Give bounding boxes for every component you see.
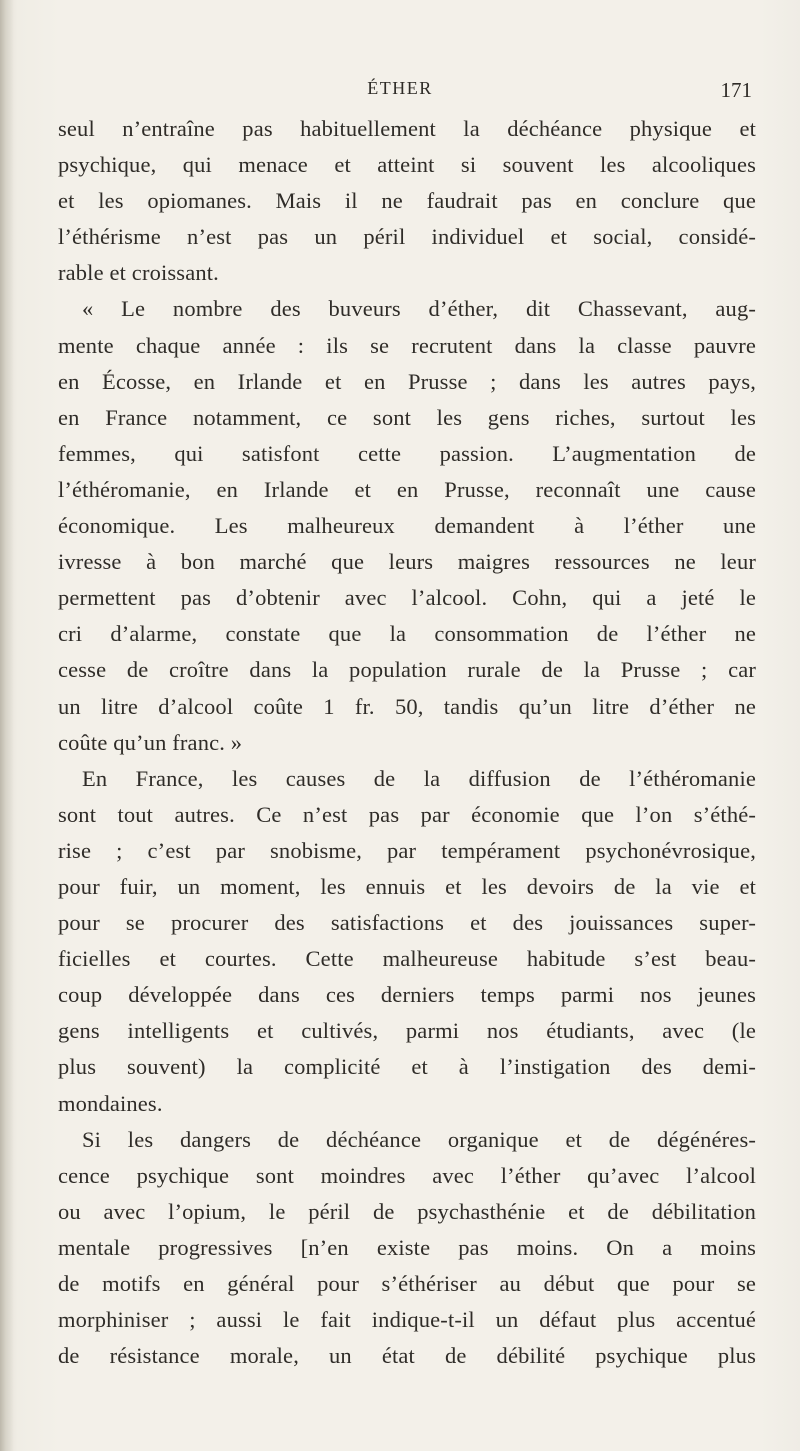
page-number: 171 bbox=[720, 78, 752, 102]
text-line: gens intelligents et cultivés, parmi nos étudiants, avec (le bbox=[58, 1018, 756, 1044]
running-head: ÉTHER bbox=[367, 78, 433, 98]
text-line: en France notamment, ce sont les gens riches, surtout les bbox=[58, 404, 756, 430]
text-line: ficielles et courtes. Cette malheureuse habitude s’est beau- bbox=[58, 946, 756, 972]
text-line: mondaines. bbox=[58, 1090, 163, 1116]
text-line: pour se procurer des satisfactions et des jouissances super- bbox=[58, 910, 756, 936]
body-text bbox=[58, 111, 756, 1374]
page-header bbox=[0, 74, 800, 104]
page-gutter-shadow bbox=[0, 0, 14, 1451]
text-line: un litre d’alcool coûte 1 fr. 50, tandis qu’un litre d’éther ne bbox=[58, 693, 756, 719]
text-line: cence psychique sont moindres avec l’éther qu’avec l’alcool bbox=[58, 1162, 756, 1188]
text-line: et les opiomanes. Mais il ne faudrait pas en conclure que bbox=[58, 188, 756, 214]
text-line: l’éthérisme n’est pas un péril individuel et social, considé- bbox=[58, 224, 756, 250]
text-line: pour fuir, un moment, les ennuis et les devoirs de la vie et bbox=[58, 873, 756, 899]
text-line: mentale progressives [n’en existe pas moins. On a moins bbox=[58, 1234, 756, 1260]
text-line: femmes, qui satisfont cette passion. L’augmentation de bbox=[58, 440, 756, 466]
text-line: coûte qu’un franc. » bbox=[58, 729, 243, 755]
text-line: sont tout autres. Ce n’est pas par économie que l’on s’éthé- bbox=[58, 801, 756, 827]
text-line: Si les dangers de déchéance organique et de dégénéres- bbox=[82, 1126, 756, 1152]
text-line: permettent pas d’obtenir avec l’alcool. Cohn, qui a jeté le bbox=[58, 585, 756, 611]
text-line: rable et croissant. bbox=[58, 260, 219, 286]
text-line: morphiniser ; aussi le fait indique-t-il un défaut plus accentué bbox=[58, 1307, 756, 1333]
text-line: cri d’alarme, constate que la consommation de l’éther ne bbox=[58, 621, 756, 647]
text-line: en Écosse, en Irlande et en Prusse ; dans les autres pays, bbox=[58, 368, 756, 394]
text-line: de motifs en général pour s’éthériser au début que pour se bbox=[58, 1271, 756, 1296]
text-line: coup développée dans ces derniers temps parmi nos jeunes bbox=[58, 982, 756, 1008]
text-line: rise ; c’est par snobisme, par tempérament psychonévrosique, bbox=[58, 837, 756, 863]
text-line: psychique, qui menace et atteint si souvent les alcooliques bbox=[58, 152, 756, 178]
text-line: économique. Les malheureux demandent à l’éther une bbox=[58, 513, 756, 539]
text-line: cesse de croître dans la population rurale de la Prusse ; car bbox=[58, 657, 756, 683]
text-line: de résistance morale, un état de débilité psychique plus bbox=[58, 1343, 756, 1369]
text-line: mente chaque année : ils se recrutent dans la classe pauvre bbox=[58, 332, 756, 358]
text-line: « Le nombre des buveurs d’éther, dit Chassevant, aug- bbox=[82, 296, 756, 322]
text-line: En France, les causes de la diffusion de l’éthéromanie bbox=[82, 765, 756, 791]
text-line: ivresse à bon marché que leurs maigres ressources ne leur bbox=[58, 549, 756, 575]
text-line: l’éthéromanie, en Irlande et en Prusse, reconnaît une cause bbox=[58, 476, 756, 502]
text-line: plus souvent) la complicité et à l’instigation des demi- bbox=[58, 1054, 756, 1080]
text-line: ou avec l’opium, le péril de psychasthénie et de débilitation bbox=[58, 1198, 756, 1224]
text-line: seul n’entraîne pas habituellement la déchéance physique et bbox=[58, 116, 756, 141]
